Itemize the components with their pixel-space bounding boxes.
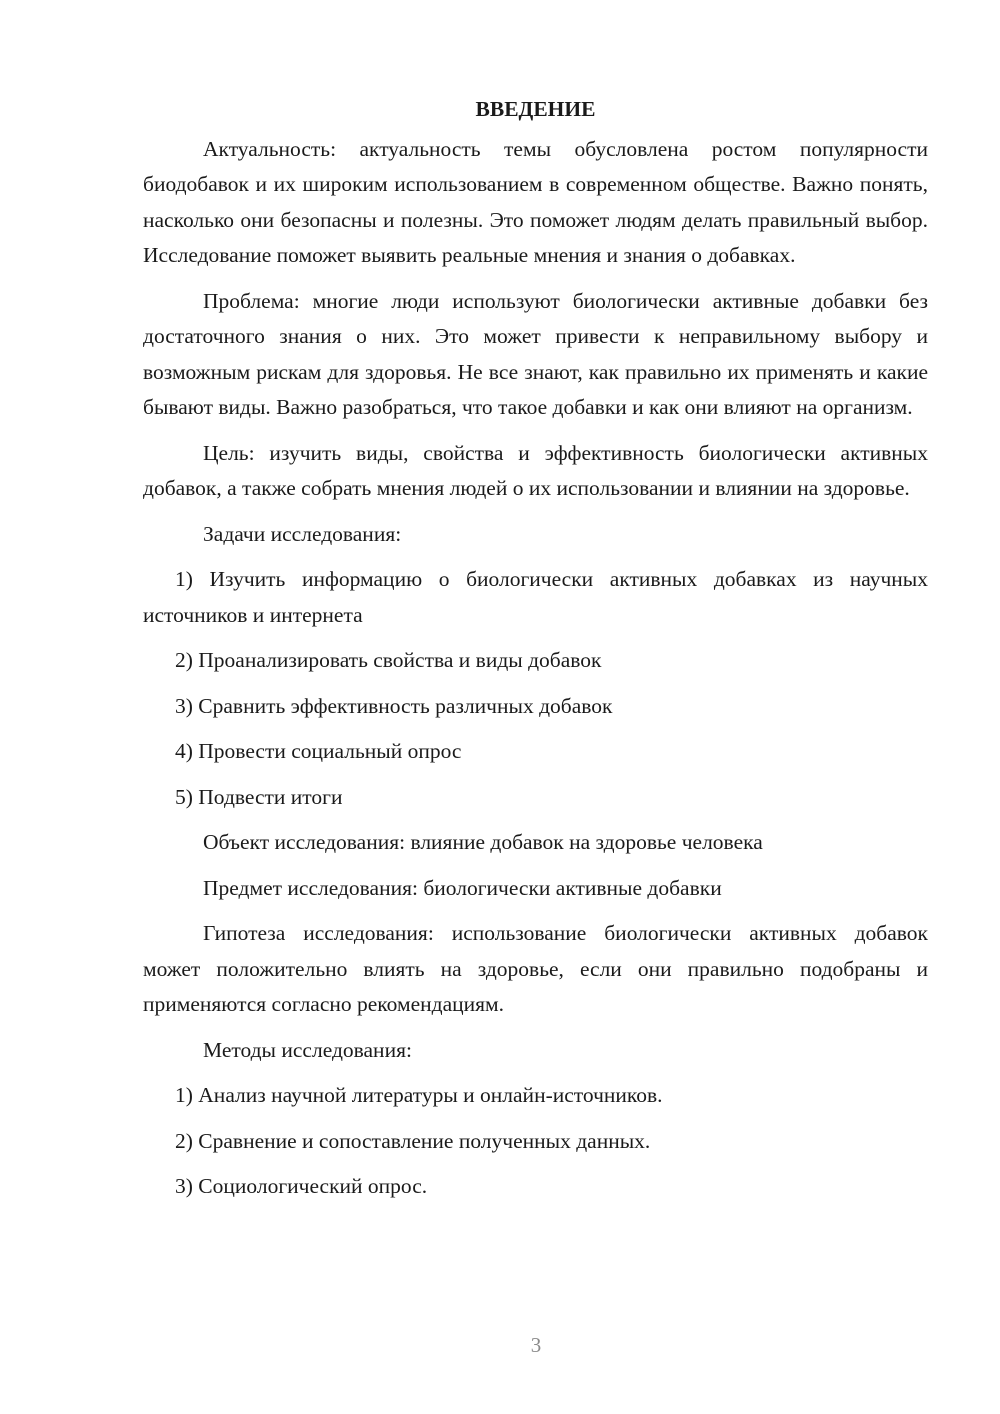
method-item: 3) Социологический опрос. (175, 1174, 428, 1198)
tasks-heading: Задачи исследования: (203, 521, 402, 546)
paragraph-problem: Проблема: многие люди используют биологически активные добавки без достаточного знания о них. Это может привести к неправильному выбору и возможным рискам для здоровья. Не все знают, как правильно их применять и какие бывают виды. Важно разобраться, что такое добавки и как они влияют на организм. (143, 288, 928, 419)
document-page (143, 92, 928, 1215)
section-title: ВВЕДЕНИЕ (475, 97, 596, 121)
task-item: 2) Проанализировать свойства и виды добавок (175, 648, 602, 672)
task-item: 4) Провести социальный опрос (175, 739, 462, 763)
task-item: 3) Сравнить эффективность различных добавок (175, 693, 613, 718)
methods-heading: Методы исследования: (203, 1037, 412, 1062)
page-number: 3 (530, 1333, 542, 1357)
paragraph-goal: Цель: изучить виды, свойства и эффективность биологически активных добавок, а также собрать мнения людей о их использовании и влиянии на здоровье. (143, 440, 928, 500)
paragraph-hypothesis: Гипотеза исследования: использование биологически активных добавок может положительно влиять на здоровье, если они правильно подобраны и применяются согласно рекомендациям. (143, 921, 928, 1016)
paragraph-object: Объект исследования: влияние добавок на здоровье человека (203, 830, 763, 854)
paragraph-relevance: Актуальность: актуальность темы обусловлена ростом популярности биодобавок и их широким использованием в современном обществе. Важно понять, насколько они безопасны и полезны. Это поможет людям делать правильный выбор. Исследование поможет выявить реальные мнения и знания о добавках. (143, 136, 928, 267)
method-item: 1) Анализ научной литературы и онлайн-источников. (175, 1083, 663, 1107)
task-item: 5) Подвести итоги (175, 784, 343, 809)
paragraph-subject: Предмет исследования: биологически активные добавки (203, 875, 722, 900)
method-item: 2) Сравнение и сопоставление полученных данных. (175, 1128, 651, 1153)
task-item: 1) Изучить информацию о биологически активных добавках из научных источников и интернета (143, 567, 928, 627)
